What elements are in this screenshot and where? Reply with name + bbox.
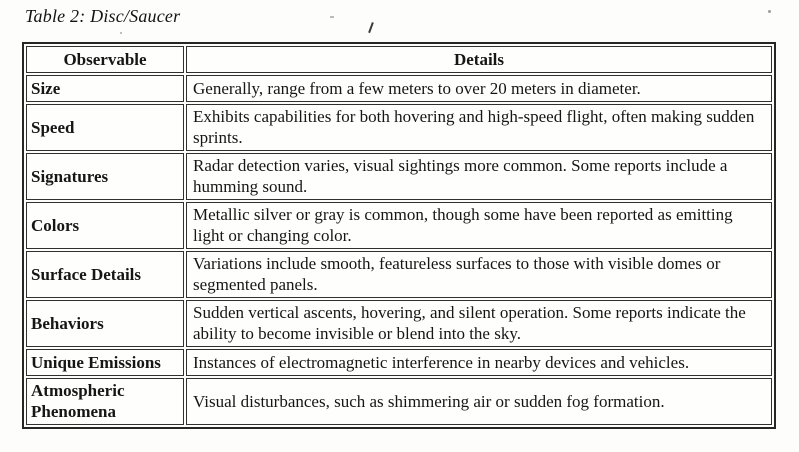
table-row-atmospheric-phenomena [26, 378, 772, 425]
table-header-row [26, 46, 772, 73]
observable-cell: Surface Details [26, 251, 184, 298]
details-cell: Visual disturbances, such as shimmering air or sudden fog formation. [186, 378, 772, 425]
observable-cell: Size [26, 75, 184, 102]
table-row-size [26, 75, 772, 102]
details-cell: Sudden vertical ascents, hovering, and silent operation. Some reports indicate the ability to become invisible or blend into the sky. [186, 300, 772, 347]
observable-cell: Speed [26, 104, 184, 151]
disc-saucer-table [22, 42, 776, 429]
table-row-signatures [26, 153, 772, 200]
observable-cell: Atmospheric Phenomena [26, 378, 184, 425]
observable-cell: Colors [26, 202, 184, 249]
scan-artifact-dot [330, 16, 334, 18]
details-cell: Exhibits capabilities for both hovering and high-speed flight, often making sudden sprints. [186, 104, 772, 151]
header-details: Details [186, 46, 772, 73]
details-cell: Radar detection varies, visual sightings more common. Some reports include a humming sound. [186, 153, 772, 200]
scan-artifact-slash [368, 22, 373, 33]
scan-artifact-dot [768, 10, 771, 13]
details-cell: Generally, range from a few meters to over 20 meters in diameter. [186, 75, 772, 102]
table-row-unique-emissions [26, 349, 772, 376]
observable-cell: Signatures [26, 153, 184, 200]
table-row-speed [26, 104, 772, 151]
table-row-behaviors [26, 300, 772, 347]
details-cell: Metallic silver or gray is common, though some have been reported as emitting light or changing color. [186, 202, 772, 249]
details-cell: Variations include smooth, featureless surfaces to those with visible domes or segmented panels. [186, 251, 772, 298]
observable-cell: Behaviors [26, 300, 184, 347]
table-row-colors [26, 202, 772, 249]
table-row-surface-details [26, 251, 772, 298]
observable-cell: Unique Emissions [26, 349, 184, 376]
scan-artifact-dot [120, 32, 122, 34]
table-caption: Table 2: Disc/Saucer [25, 6, 181, 26]
header-observable: Observable [26, 46, 184, 73]
details-cell: Instances of electromagnetic interference in nearby devices and vehicles. [186, 349, 772, 376]
